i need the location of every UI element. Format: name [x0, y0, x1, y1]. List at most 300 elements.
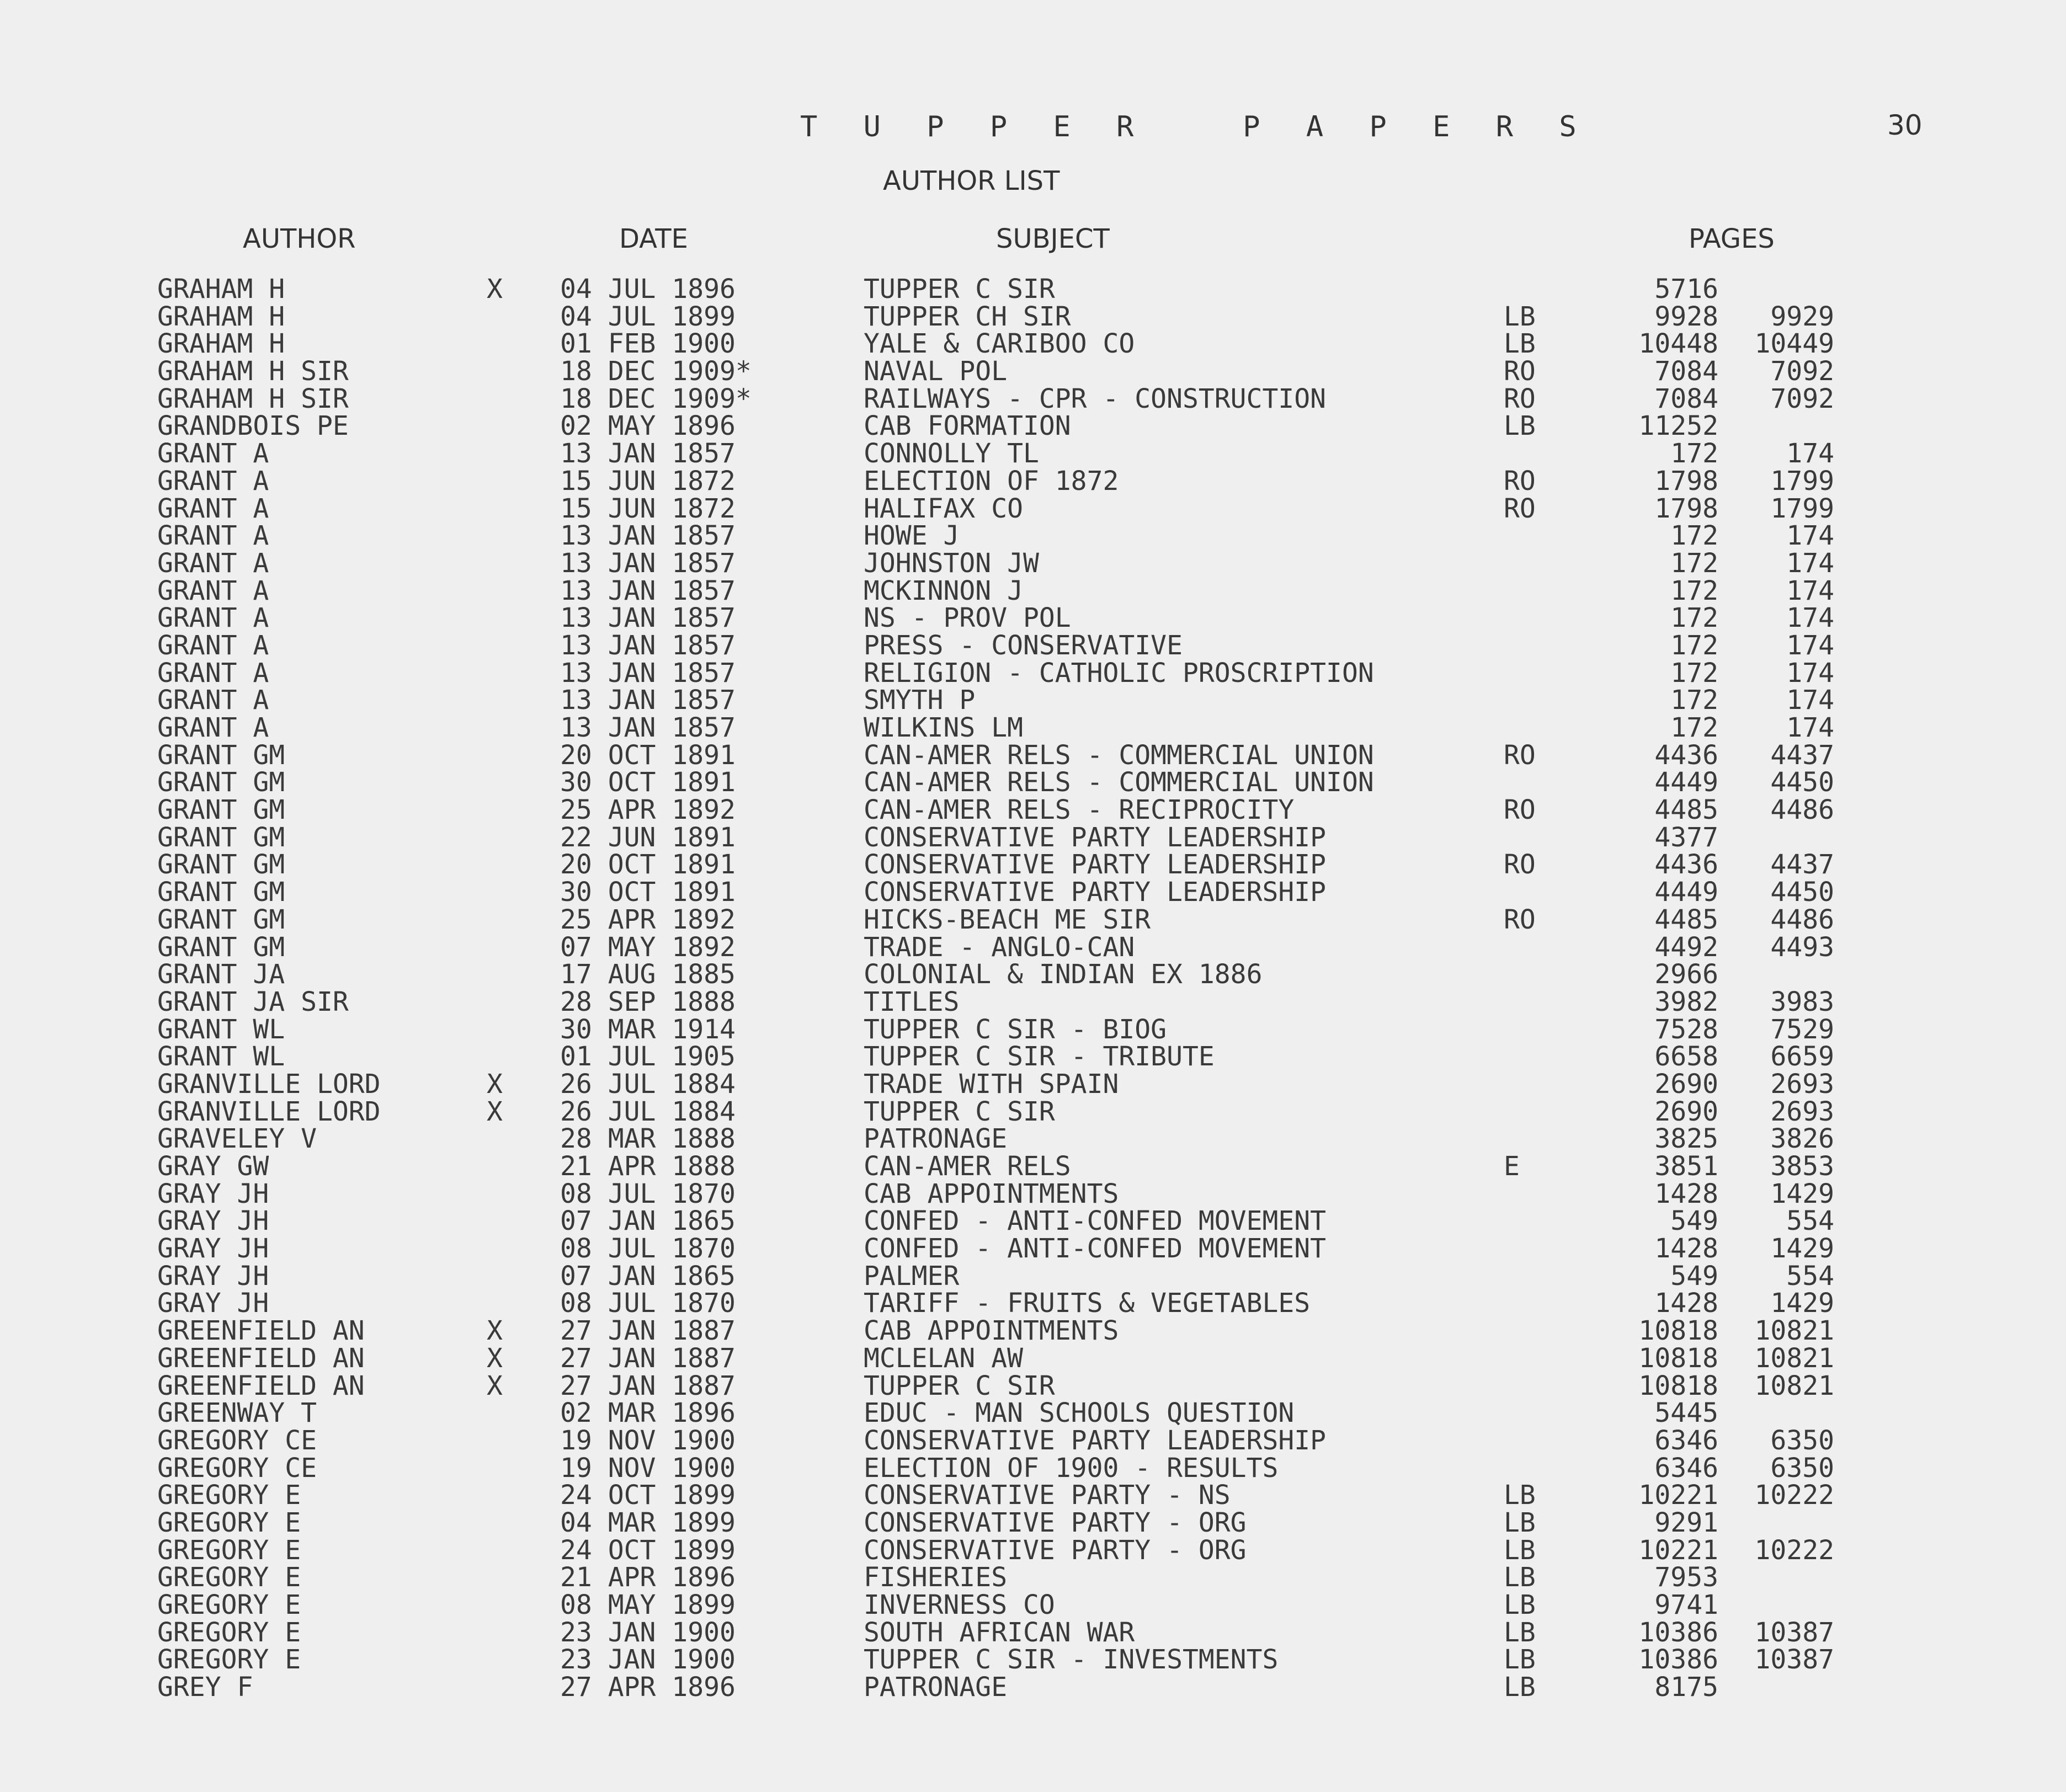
row-page-start: 4492 [1654, 931, 1718, 963]
row-author: GRANT JA SIR [157, 986, 349, 1017]
row-author: GRANT A [157, 602, 269, 634]
row-author: GRAHAM H SIR [157, 383, 349, 414]
row-date: 30 OCT 1891 [560, 767, 736, 798]
row-mark: X [487, 274, 503, 305]
row-date: 23 JAN 1900 [560, 1617, 736, 1648]
row-page-end: 7092 [1770, 356, 1834, 387]
row-subject: TUPPER C SIR [864, 1370, 1055, 1401]
table-row [0, 1098, 2066, 1126]
row-subject: NAVAL POL [864, 356, 1008, 387]
row-subject: JOHNSTON JW [864, 547, 1039, 579]
page-number: 30 [1887, 109, 1923, 141]
row-page-end: 10821 [1754, 1370, 1834, 1401]
row-page-start: 9741 [1654, 1590, 1718, 1620]
row-code: LB [1504, 1644, 1536, 1676]
row-date: 04 JUL 1899 [560, 301, 736, 332]
row-date: 21 APR 1888 [560, 1151, 736, 1182]
row-page-start: 1428 [1654, 1288, 1718, 1319]
row-author: GRANT A [157, 712, 269, 743]
row-subject: HICKS-BEACH ME SIR [864, 904, 1151, 935]
table-row [0, 1507, 2066, 1538]
row-page-start: 1428 [1654, 1233, 1718, 1265]
row-subject: CAN-AMER RELS - COMMERCIAL UNION [864, 739, 1374, 771]
row-page-start: 10221 [1638, 1480, 1718, 1511]
row-author: GRANT WL [157, 1014, 285, 1045]
column-header-author: AUTHOR [243, 223, 356, 254]
row-subject: TUPPER C SIR [864, 1096, 1055, 1127]
row-page-start: 9291 [1654, 1507, 1718, 1538]
row-subject: SOUTH AFRICAN WAR [864, 1617, 1135, 1648]
row-page-end: 3983 [1770, 986, 1834, 1017]
table-row [0, 1016, 2066, 1044]
row-author: GRAY JH [157, 1206, 269, 1237]
table-row [0, 906, 2066, 934]
table-row [0, 1315, 2066, 1347]
row-page-start: 5716 [1654, 274, 1718, 305]
row-date: 08 MAY 1899 [560, 1590, 736, 1620]
row-author: GRAHAM H [157, 274, 285, 305]
row-author: GREGORY E [157, 1590, 301, 1620]
row-page-start: 10818 [1638, 1315, 1718, 1347]
table-row [0, 1208, 2066, 1235]
row-date: 21 APR 1896 [560, 1562, 736, 1593]
row-author: GRAHAM H [157, 301, 285, 332]
row-page-start: 10818 [1638, 1370, 1718, 1401]
row-page-start: 3982 [1654, 986, 1718, 1017]
row-date: 28 MAR 1888 [560, 1123, 736, 1155]
row-author: GRANT WL [157, 1041, 285, 1073]
row-subject: MCLELAN AW [864, 1342, 1023, 1374]
row-date: 19 NOV 1900 [560, 1452, 736, 1484]
row-code: RO [1504, 739, 1536, 771]
row-page-start: 6346 [1654, 1452, 1718, 1484]
row-subject: TUPPER C SIR [864, 274, 1055, 305]
table-row [0, 632, 2066, 660]
row-author: GRANT A [157, 575, 269, 606]
row-date: 04 MAR 1899 [560, 1507, 736, 1538]
row-page-start: 4449 [1654, 877, 1718, 908]
table-row [0, 851, 2066, 879]
row-page-end: 174 [1786, 712, 1834, 743]
row-code: RO [1504, 356, 1536, 387]
row-author: GRAHAM H SIR [157, 356, 349, 387]
row-page-end: 6350 [1770, 1425, 1834, 1456]
row-page-start: 6658 [1654, 1041, 1718, 1073]
row-page-end: 174 [1786, 630, 1834, 661]
row-page-end: 174 [1786, 602, 1834, 634]
row-subject: TUPPER CH SIR [864, 301, 1071, 332]
row-subject: PALMER [864, 1260, 960, 1292]
row-page-end: 2693 [1770, 1096, 1834, 1127]
row-author: GRANT GM [157, 849, 285, 881]
row-subject: CONFED - ANTI-CONFED MOVEMENT [864, 1206, 1327, 1237]
row-subject: CAN-AMER RELS - COMMERCIAL UNION [864, 767, 1374, 798]
row-author: GRAY GW [157, 1151, 269, 1182]
row-date: 13 JAN 1857 [560, 602, 736, 634]
row-page-start: 4436 [1654, 849, 1718, 881]
table-row [0, 931, 2066, 963]
row-date: 30 MAR 1914 [560, 1014, 736, 1045]
row-mark: X [487, 1315, 503, 1347]
row-subject: TUPPER C SIR - INVESTMENTS [864, 1644, 1279, 1676]
row-subject: HALIFAX CO [864, 493, 1023, 524]
row-date: 24 OCT 1899 [560, 1534, 736, 1566]
row-page-end: 4450 [1770, 767, 1834, 798]
row-subject: TRADE - ANGLO-CAN [864, 931, 1135, 963]
row-code: RO [1504, 465, 1536, 497]
row-code: RO [1504, 794, 1536, 826]
row-page-start: 10386 [1638, 1644, 1718, 1676]
row-date: 25 APR 1892 [560, 794, 736, 826]
table-row [0, 1370, 2066, 1401]
row-author: GREY F [157, 1672, 253, 1703]
row-subject: WILKINS LM [864, 712, 1023, 743]
row-author: GREENWAY T [157, 1398, 317, 1429]
row-date: 07 JAN 1865 [560, 1206, 736, 1237]
row-subject: CONSERVATIVE PARTY LEADERSHIP [864, 849, 1327, 881]
row-subject: CONSERVATIVE PARTY LEADERSHIP [864, 1425, 1327, 1456]
table-row [0, 358, 2066, 386]
row-subject: RELIGION - CATHOLIC PROSCRIPTION [864, 657, 1374, 689]
row-page-start: 8175 [1654, 1672, 1718, 1703]
row-subject: EDUC - MAN SCHOOLS QUESTION [864, 1398, 1295, 1429]
row-author: GRANT A [157, 493, 269, 524]
row-subject: CAB FORMATION [864, 410, 1071, 442]
row-page-end: 4437 [1770, 849, 1834, 881]
row-author: GREGORY E [157, 1480, 301, 1511]
row-author: GRANT A [157, 657, 269, 689]
row-code: LB [1504, 1507, 1536, 1538]
row-date: 19 NOV 1900 [560, 1425, 736, 1456]
row-code: RO [1504, 849, 1536, 881]
row-mark: X [487, 1370, 503, 1401]
row-author: GRAHAM H [157, 328, 285, 360]
row-subject: CONSERVATIVE PARTY - NS [864, 1480, 1231, 1511]
row-subject: PRESS - CONSERVATIVE [864, 630, 1183, 661]
row-date: 13 JAN 1857 [560, 575, 736, 606]
table-row [0, 879, 2066, 906]
row-page-end: 1799 [1770, 465, 1834, 497]
row-page-end: 174 [1786, 657, 1834, 689]
row-author: GRANT GM [157, 767, 285, 798]
row-subject: TARIFF - FRUITS & VEGETABLES [864, 1288, 1311, 1319]
row-date: 13 JAN 1857 [560, 712, 736, 743]
row-subject: COLONIAL & INDIAN EX 1886 [864, 959, 1263, 990]
row-page-end: 2693 [1770, 1068, 1834, 1100]
table-row [0, 1482, 2066, 1510]
row-page-start: 4377 [1654, 822, 1718, 853]
row-author: GREGORY E [157, 1562, 301, 1593]
row-author: GRANT GM [157, 877, 285, 908]
row-code: LB [1504, 1590, 1536, 1620]
row-date: 27 JAN 1887 [560, 1315, 736, 1347]
row-page-start: 172 [1670, 630, 1718, 661]
table-row [0, 1260, 2066, 1292]
row-code: E [1504, 1151, 1520, 1182]
row-page-end: 1429 [1770, 1233, 1834, 1265]
row-author: GRAY JH [157, 1260, 269, 1292]
table-row [0, 1400, 2066, 1427]
row-date: 13 JAN 1857 [560, 547, 736, 579]
row-page-end: 174 [1786, 575, 1834, 606]
table-row [0, 1646, 2066, 1674]
row-subject: HOWE J [864, 520, 960, 552]
table-row [0, 1123, 2066, 1155]
row-author: GRANT A [157, 685, 269, 716]
table-row [0, 714, 2066, 742]
row-page-start: 10818 [1638, 1342, 1718, 1374]
row-author: GRANT GM [157, 931, 285, 963]
row-page-end: 10821 [1754, 1342, 1834, 1374]
table-row [0, 303, 2066, 331]
row-code: RO [1504, 383, 1536, 414]
table-row [0, 383, 2066, 414]
row-subject: CONSERVATIVE PARTY - ORG [864, 1507, 1247, 1538]
row-author: GREGORY CE [157, 1452, 317, 1484]
row-page-end: 554 [1786, 1206, 1834, 1237]
row-page-end: 4486 [1770, 904, 1834, 935]
row-date: 01 JUL 1905 [560, 1041, 736, 1073]
row-date: 28 SEP 1888 [560, 986, 736, 1017]
row-author: GRANVILLE LORD [157, 1068, 381, 1100]
row-code: LB [1504, 1562, 1536, 1593]
row-page-end: 10222 [1754, 1534, 1834, 1566]
row-page-start: 4449 [1654, 767, 1718, 798]
table-row [0, 276, 2066, 303]
row-date: 13 JAN 1857 [560, 685, 736, 716]
row-page-start: 5445 [1654, 1398, 1718, 1429]
row-author: GRAVELEY V [157, 1123, 317, 1155]
row-author: GREENFIELD AN [157, 1370, 365, 1401]
row-date: 26 JUL 1884 [560, 1068, 736, 1100]
row-page-start: 172 [1670, 547, 1718, 579]
row-code: RO [1504, 904, 1536, 935]
row-page-start: 2690 [1654, 1068, 1718, 1100]
row-author: GREGORY CE [157, 1425, 317, 1456]
row-author: GREGORY E [157, 1534, 301, 1566]
row-page-start: 172 [1670, 712, 1718, 743]
row-code: LB [1504, 1617, 1536, 1648]
row-author: GREENFIELD AN [157, 1315, 365, 1347]
row-author: GRANT A [157, 438, 269, 470]
table-row [0, 522, 2066, 550]
table-row [0, 794, 2066, 826]
row-date: 30 OCT 1891 [560, 877, 736, 908]
table-row [0, 824, 2066, 852]
table-row [0, 687, 2066, 714]
row-date: 26 JUL 1884 [560, 1096, 736, 1127]
table-row [0, 1534, 2066, 1566]
row-code: LB [1504, 1672, 1536, 1703]
row-page-start: 4485 [1654, 794, 1718, 826]
row-page-start: 1428 [1654, 1178, 1718, 1209]
table-row [0, 410, 2066, 442]
row-subject: CAN-AMER RELS - RECIPROCITY [864, 794, 1295, 826]
row-page-start: 172 [1670, 520, 1718, 552]
row-page-end: 10449 [1754, 328, 1834, 360]
row-date: 27 JAN 1887 [560, 1342, 736, 1374]
author-list-table [0, 276, 2066, 1702]
row-subject: MCKINNON J [864, 575, 1023, 606]
row-page-end: 10387 [1754, 1617, 1834, 1648]
row-author: GREGORY E [157, 1507, 301, 1538]
row-page-end: 9929 [1770, 301, 1834, 332]
row-date: 13 JAN 1857 [560, 657, 736, 689]
row-subject: TITLES [864, 986, 960, 1017]
row-author: GRANT GM [157, 739, 285, 771]
table-row [0, 1619, 2066, 1647]
row-page-start: 2966 [1654, 959, 1718, 990]
table-row [0, 1674, 2066, 1702]
row-page-end: 6350 [1770, 1452, 1834, 1484]
row-author: GRANT A [157, 520, 269, 552]
table-row [0, 547, 2066, 579]
row-subject: PATRONAGE [864, 1672, 1008, 1703]
row-date: 17 AUG 1885 [560, 959, 736, 990]
row-author: GRANVILLE LORD [157, 1096, 381, 1127]
row-page-end: 7092 [1770, 383, 1834, 414]
row-page-start: 3851 [1654, 1151, 1718, 1182]
table-row [0, 575, 2066, 606]
row-date: 07 JAN 1865 [560, 1260, 736, 1292]
row-date: 22 JUN 1891 [560, 822, 736, 853]
row-subject: INVERNESS CO [864, 1590, 1055, 1620]
row-subject: CONFED - ANTI-CONFED MOVEMENT [864, 1233, 1327, 1265]
table-row [0, 739, 2066, 771]
row-date: 02 MAY 1896 [560, 410, 736, 442]
row-page-end: 554 [1786, 1260, 1834, 1292]
row-page-start: 9928 [1654, 301, 1718, 332]
row-page-end: 1429 [1770, 1178, 1834, 1209]
row-page-end: 3826 [1770, 1123, 1834, 1155]
row-page-start: 10448 [1638, 328, 1718, 360]
row-author: GREGORY E [157, 1644, 301, 1676]
row-subject: TUPPER C SIR - TRIBUTE [864, 1041, 1215, 1073]
table-row [0, 1564, 2066, 1592]
row-page-end: 174 [1786, 438, 1834, 470]
row-date: 15 JUN 1872 [560, 493, 736, 524]
table-row [0, 465, 2066, 497]
row-author: GRANT A [157, 465, 269, 497]
table-row [0, 330, 2066, 358]
row-date: 27 APR 1896 [560, 1672, 736, 1703]
row-date: 15 JUN 1872 [560, 465, 736, 497]
row-subject: ELECTION OF 1872 [864, 465, 1119, 497]
row-date: 08 JUL 1870 [560, 1233, 736, 1265]
row-page-start: 1798 [1654, 465, 1718, 497]
table-row [0, 1342, 2066, 1374]
row-page-end: 7529 [1770, 1014, 1834, 1045]
table-row [0, 1592, 2066, 1619]
row-author: GRANT JA [157, 959, 285, 990]
row-subject: RAILWAYS - CPR - CONSTRUCTION [864, 383, 1327, 414]
row-author: GRANT GM [157, 904, 285, 935]
row-date: 20 OCT 1891 [560, 739, 736, 771]
document-subtitle: AUTHOR LIST [883, 166, 1060, 196]
column-header-subject: SUBJECT [996, 223, 1110, 254]
row-subject: CONSERVATIVE PARTY LEADERSHIP [864, 877, 1327, 908]
row-author: GRAY JH [157, 1178, 269, 1209]
row-page-end: 174 [1786, 520, 1834, 552]
table-row [0, 1153, 2066, 1181]
row-subject: NS - PROV POL [864, 602, 1071, 634]
row-page-start: 6346 [1654, 1425, 1718, 1456]
row-code: LB [1504, 1534, 1536, 1566]
row-date: 23 JAN 1900 [560, 1644, 736, 1676]
row-subject: TUPPER C SIR - BIOG [864, 1014, 1167, 1045]
row-subject: SMYTH P [864, 685, 976, 716]
row-page-end: 1799 [1770, 493, 1834, 524]
table-row [0, 602, 2066, 634]
row-code: LB [1504, 410, 1536, 442]
row-subject: ELECTION OF 1900 - RESULTS [864, 1452, 1279, 1484]
row-mark: X [487, 1068, 503, 1100]
row-subject: CONNOLLY TL [864, 438, 1039, 470]
row-date: 13 JAN 1857 [560, 630, 736, 661]
row-author: GRAY JH [157, 1233, 269, 1265]
row-subject: CAB APPOINTMENTS [864, 1315, 1119, 1347]
row-page-start: 1798 [1654, 493, 1718, 524]
row-code: LB [1504, 328, 1536, 360]
row-date: 04 JUL 1896 [560, 274, 736, 305]
row-date: 02 MAR 1896 [560, 1398, 736, 1429]
row-page-start: 172 [1670, 602, 1718, 634]
table-row [0, 1178, 2066, 1209]
row-page-start: 11252 [1638, 410, 1718, 442]
row-page-start: 4485 [1654, 904, 1718, 935]
row-page-start: 10221 [1638, 1534, 1718, 1566]
row-code: RO [1504, 493, 1536, 524]
row-author: GRANT A [157, 630, 269, 661]
row-page-start: 7953 [1654, 1562, 1718, 1593]
row-author: GRANT GM [157, 822, 285, 853]
column-header-date: DATE [619, 223, 688, 254]
row-date: 27 JAN 1887 [560, 1370, 736, 1401]
row-mark: X [487, 1096, 503, 1127]
row-date: 13 JAN 1857 [560, 520, 736, 552]
row-date: 25 APR 1892 [560, 904, 736, 935]
row-date: 18 DEC 1909* [560, 356, 752, 387]
column-header-pages: PAGES [1689, 223, 1775, 254]
row-code: LB [1504, 301, 1536, 332]
row-date: 01 FEB 1900 [560, 328, 736, 360]
table-row [0, 1068, 2066, 1100]
row-subject: YALE & CARIBOO CO [864, 328, 1135, 360]
row-page-end: 174 [1786, 547, 1834, 579]
row-page-start: 172 [1670, 575, 1718, 606]
row-page-start: 2690 [1654, 1096, 1718, 1127]
row-author: GREGORY E [157, 1617, 301, 1648]
row-page-start: 172 [1670, 438, 1718, 470]
row-page-end: 174 [1786, 685, 1834, 716]
row-page-end: 6659 [1770, 1041, 1834, 1073]
row-page-start: 172 [1670, 657, 1718, 689]
table-row [0, 769, 2066, 797]
row-date: 07 MAY 1892 [560, 931, 736, 963]
row-subject: CAN-AMER RELS [864, 1151, 1071, 1182]
row-subject: PATRONAGE [864, 1123, 1008, 1155]
row-page-start: 172 [1670, 685, 1718, 716]
row-page-start: 549 [1670, 1206, 1718, 1237]
row-date: 13 JAN 1857 [560, 438, 736, 470]
row-author: GRANDBOIS PE [157, 410, 349, 442]
row-author: GRANT GM [157, 794, 285, 826]
table-row [0, 1235, 2066, 1263]
row-page-start: 7084 [1654, 356, 1718, 387]
row-author: GREENFIELD AN [157, 1342, 365, 1374]
row-author: GRAY JH [157, 1288, 269, 1319]
table-row [0, 1043, 2066, 1071]
